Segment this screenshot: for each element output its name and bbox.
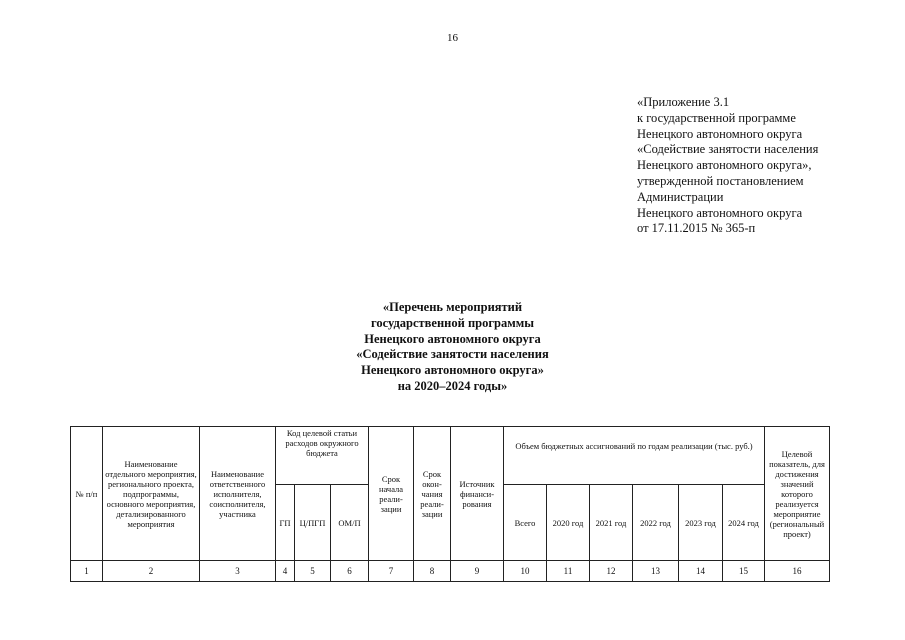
document-title [0, 300, 905, 395]
title-line: «Содействие занятости населения [356, 347, 549, 362]
appendix-line: Администрации [637, 189, 724, 204]
title-line: «Перечень мероприятий [382, 300, 523, 314]
activities-table [70, 426, 830, 582]
title-line: Ненецкого автономного округа» [361, 363, 544, 378]
header-executor: Наименование ответственного исполнителя, соисполнителя, участника [200, 427, 276, 561]
header-source: Источник финанси-рования [451, 427, 504, 561]
header-indicator: Целевой показатель, для достижения значений которого реализуется мероприятие (региональный проект) [765, 427, 830, 561]
appendix-line: от 17.11.2015 № 365-п [637, 221, 756, 236]
column-number: 12 [590, 561, 633, 582]
header-year-2022: 2022 год [633, 485, 679, 561]
column-number: 1 [71, 561, 103, 582]
header-budget-code: Код целевой статьи расходов окружного бюджета [276, 427, 369, 485]
column-number: 15 [723, 561, 765, 582]
column-number: 14 [679, 561, 723, 582]
header-gp: ГП [276, 485, 295, 561]
column-number: 3 [200, 561, 276, 582]
header-year-2023: 2023 год [679, 485, 723, 561]
column-number: 4 [276, 561, 295, 582]
column-number: 5 [295, 561, 331, 582]
appendix-line: Ненецкого автономного округа», [637, 158, 812, 173]
header-omp: ОМ/П [331, 485, 369, 561]
header-year-2021: 2021 год [590, 485, 633, 561]
header-activity-name: Наименование отдельного мероприятия, регионального проекта, подпрограммы, основного мероприятия, детализированного мероприятия [103, 427, 200, 561]
appendix-line: Ненецкого автономного округа [637, 205, 803, 220]
header-volume: Объем бюджетных ассигнований по годам реализации (тыс. руб.) [504, 427, 765, 485]
header-total: Всего [504, 485, 547, 561]
column-number: 7 [369, 561, 414, 582]
appendix-line: «Приложение 3.1 [637, 95, 730, 109]
header-start: Срок начала реали-зации [369, 427, 414, 561]
header-num: № п/п [71, 427, 103, 561]
header-end: Срок окон-чания реали-зации [414, 427, 451, 561]
column-number: 10 [504, 561, 547, 582]
appendix-line: «Содействие занятости населения [637, 142, 819, 157]
column-number: 2 [103, 561, 200, 582]
column-number: 6 [331, 561, 369, 582]
page-number: 16 [447, 32, 458, 44]
column-number: 8 [414, 561, 451, 582]
title-line: государственной программы [370, 315, 535, 330]
appendix-line: утвержденной постановлением [637, 173, 804, 188]
appendix-line: к государственной программе [637, 110, 796, 125]
column-number: 13 [633, 561, 679, 582]
column-number: 16 [765, 561, 830, 582]
header-cpgp: Ц/ПГП [295, 485, 331, 561]
header-year-2024: 2024 год [723, 485, 765, 561]
header-year-2020: 2020 год [547, 485, 590, 561]
appendix-note [637, 95, 818, 237]
column-number: 9 [451, 561, 504, 582]
title-line: Ненецкого автономного округа [364, 331, 541, 346]
appendix-line: Ненецкого автономного округа [637, 126, 803, 141]
title-line: на 2020–2024 годы» [397, 378, 508, 393]
column-number: 11 [547, 561, 590, 582]
